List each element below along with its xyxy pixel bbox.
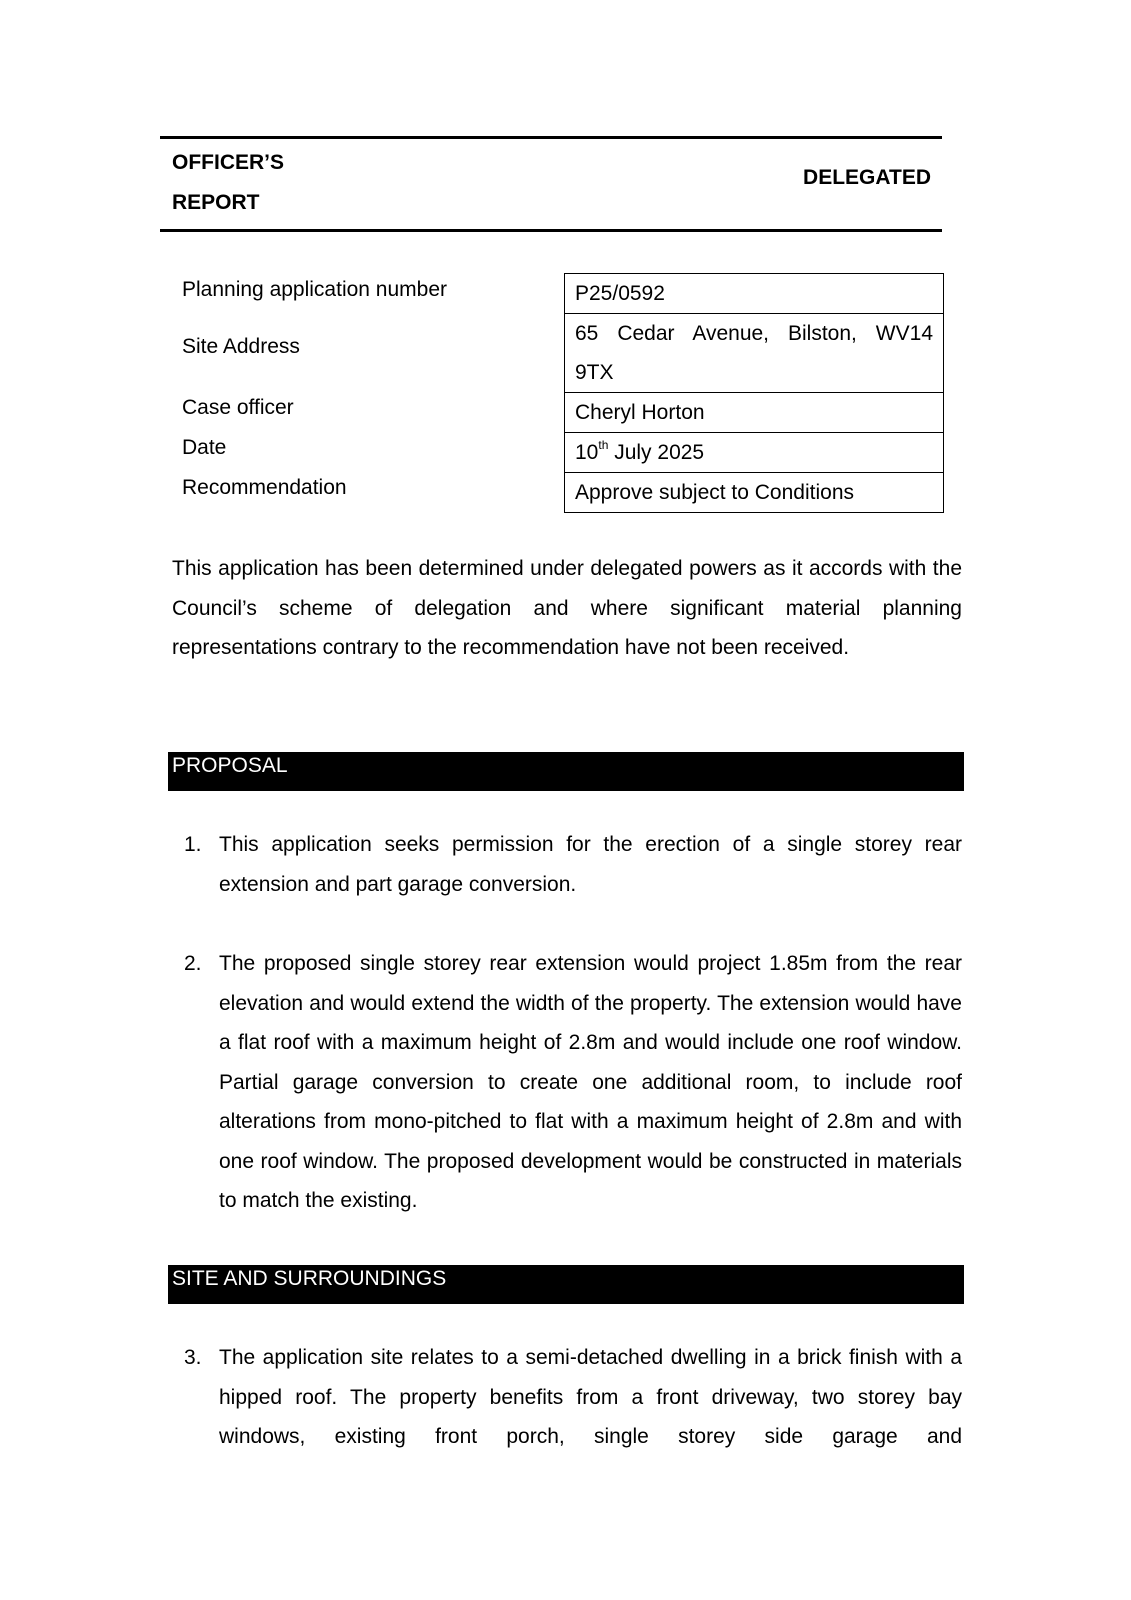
paragraph-number: 1. (184, 833, 202, 856)
value-date (565, 432, 943, 472)
delegated-status: DELEGATED (803, 166, 931, 189)
paragraph-text: This application seeks permission for the erection of a single storey rear extension and part garage conversion. (219, 833, 962, 896)
value-site-address (565, 313, 943, 392)
numbered-paragraph-2 (184, 944, 962, 1221)
section-heading-site-and-surroundings: SITE AND SURROUNDINGS (168, 1265, 964, 1304)
date-suffix: th (598, 438, 609, 452)
section-heading-proposal: PROPOSAL (168, 752, 964, 791)
header-top-rule (160, 136, 942, 139)
header-bottom-rule (160, 229, 942, 232)
label-recommendation: Recommendation (182, 476, 347, 499)
value-site-address-line1: 65 Cedar Avenue, Bilston, WV14 (575, 322, 933, 345)
report-title-line2: REPORT (172, 191, 260, 214)
value-site-address-line2: 9TX (575, 361, 614, 384)
value-application-number: P25/0592 (575, 282, 665, 305)
label-application-number: Planning application number (182, 278, 448, 301)
value-recommendation: Approve subject to Conditions (565, 472, 943, 512)
intro-paragraph: This application has been determined under delegated powers as it accords with the Council’s scheme of delegation and where significant material planning representations contrary to the recommendation have not been received. (172, 557, 962, 659)
paragraph-text: The application site relates to a semi-detached dwelling in a brick finish with a hipped roof. The property benefits from a front driveway, two storey bay windows, existing front porch, single storey side garage and (219, 1346, 962, 1448)
paragraph-number: 2. (184, 952, 202, 975)
numbered-paragraph-3 (184, 1338, 962, 1457)
paragraph-number: 3. (184, 1346, 202, 1369)
report-title-line1: OFFICER’S (172, 151, 285, 174)
date-rest: July 2025 (608, 441, 705, 464)
date-day: 10 (575, 441, 599, 464)
label-site-address: Site Address (182, 335, 300, 358)
paragraph-text: The proposed single storey rear extension would project 1.85m from the rear elevation and would extend the width of the property. The extension would have a flat roof with a maximum height of 2.8m and would include one roof window. Partial garage conversion to create one additional room, to include roof alterations from mono-pitched to flat with a maximum height of 2.8m and with one roof window. The proposed development would be constructed in materials to match the existing. (219, 952, 962, 1212)
details-value-box (564, 273, 944, 513)
label-case-officer: Case officer (182, 396, 294, 419)
numbered-paragraph-1 (184, 825, 962, 904)
value-case-officer: Cheryl Horton (565, 392, 943, 432)
report-title (172, 143, 284, 223)
label-date: Date (182, 436, 227, 459)
